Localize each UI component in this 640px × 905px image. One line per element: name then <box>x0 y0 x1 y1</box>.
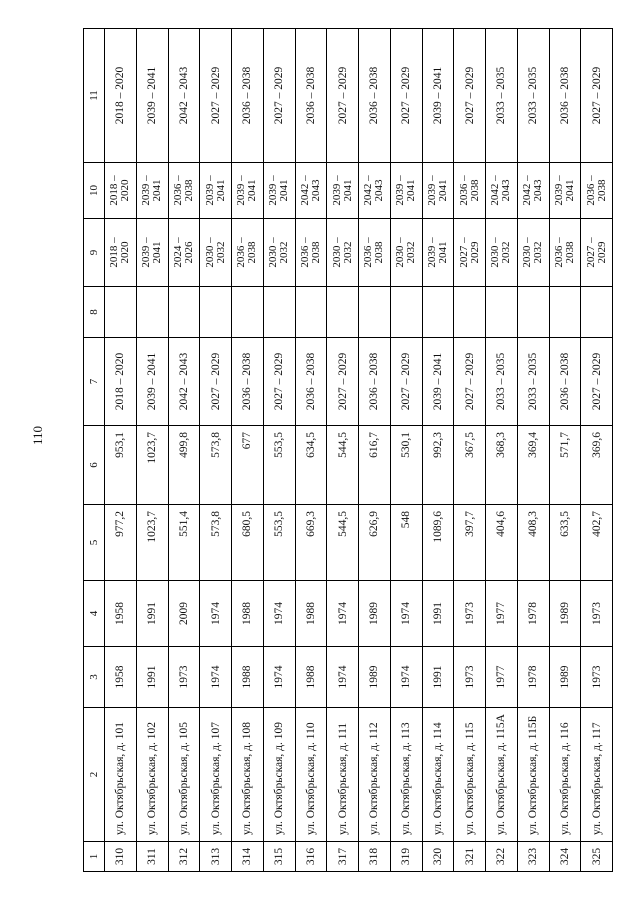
cell-c3: 1989 <box>359 647 391 708</box>
column-header-5: 5 <box>84 505 105 581</box>
cell-c11: 2027 – 2029 <box>263 29 295 163</box>
cell-c7: 2039 – 2041 <box>422 338 454 426</box>
cell-c5: 1023,7 <box>136 505 168 581</box>
cell-c11: 2027 – 2029 <box>390 29 422 163</box>
cell-line: 2042 – <box>298 175 311 206</box>
cell-c6: 369,6 <box>581 426 613 505</box>
cell-c4: 1988 <box>232 581 264 647</box>
cell-c9 <box>359 219 391 287</box>
cell-c4: 1988 <box>295 581 327 647</box>
cell-c9 <box>581 219 613 287</box>
cell-c11: 2027 – 2029 <box>581 29 613 163</box>
cell-line: 2030 – <box>203 237 216 268</box>
cell-c6: 992,3 <box>422 426 454 505</box>
cell-c9 <box>486 219 518 287</box>
cell-c10 <box>263 163 295 219</box>
cell-n: 320 <box>422 842 454 872</box>
cell-n: 312 <box>168 842 200 872</box>
table-row <box>486 29 518 872</box>
cell-line: 2030 – <box>489 237 502 268</box>
cell-c8 <box>549 287 581 338</box>
cell-c5: 1089,6 <box>422 505 454 581</box>
cell-addr: ул. Октябрьская, д. 105 <box>168 708 200 842</box>
cell-c11: 2027 – 2029 <box>200 29 232 163</box>
cell-line: 2036 – <box>457 175 470 206</box>
table-row <box>390 29 422 872</box>
cell-n: 313 <box>200 842 232 872</box>
cell-line: 2038 <box>468 179 481 202</box>
cell-line: 2018 – <box>108 237 121 268</box>
page-number: 110 <box>30 425 45 445</box>
cell-line: 2041 <box>341 179 354 202</box>
cell-c6: 368,3 <box>486 426 518 505</box>
cell-line: 2039 – <box>235 175 248 206</box>
cell-line: 2043 <box>532 179 545 202</box>
cell-c4: 1978 <box>517 581 549 647</box>
cell-addr: ул. Октябрьская, д. 102 <box>136 708 168 842</box>
cell-c7: 2036 – 2038 <box>359 338 391 426</box>
cell-c10 <box>200 163 232 219</box>
table-row <box>454 29 486 872</box>
cell-line: 2041 <box>405 179 418 202</box>
cell-c6: 530,1 <box>390 426 422 505</box>
cell-c8 <box>200 287 232 338</box>
cell-c7: 2027 – 2029 <box>327 338 359 426</box>
cell-c10 <box>105 163 137 219</box>
cell-line: 2038 <box>373 241 386 264</box>
table-row <box>295 29 327 872</box>
cell-line: 2020 <box>119 241 132 264</box>
cell-c6: 369,4 <box>517 426 549 505</box>
cell-c7: 2027 – 2029 <box>263 338 295 426</box>
cell-c9 <box>517 219 549 287</box>
cell-c4: 1991 <box>136 581 168 647</box>
cell-c3: 1991 <box>422 647 454 708</box>
cell-c9 <box>200 219 232 287</box>
cell-addr: ул. Октябрьская, д. 107 <box>200 708 232 842</box>
cell-addr: ул. Октябрьская, д. 108 <box>232 708 264 842</box>
cell-c4: 1958 <box>105 581 137 647</box>
cell-c10 <box>232 163 264 219</box>
cell-line: 2036 – <box>362 237 375 268</box>
cell-c4: 1973 <box>581 581 613 647</box>
cell-line: 2039 – <box>267 175 280 206</box>
cell-c11: 2042 – 2043 <box>168 29 200 163</box>
column-header-4: 4 <box>84 581 105 647</box>
cell-n: 319 <box>390 842 422 872</box>
cell-n: 316 <box>295 842 327 872</box>
cell-c3: 1974 <box>327 647 359 708</box>
cell-c10 <box>136 163 168 219</box>
cell-c10 <box>486 163 518 219</box>
cell-line: 2039 – <box>140 237 153 268</box>
cell-c4: 1974 <box>327 581 359 647</box>
cell-c6: 367,5 <box>454 426 486 505</box>
cell-c6: 677 <box>232 426 264 505</box>
cell-n: 321 <box>454 842 486 872</box>
cell-c5: 680,5 <box>232 505 264 581</box>
cell-n: 323 <box>517 842 549 872</box>
cell-c6: 544,5 <box>327 426 359 505</box>
cell-c5: 402,7 <box>581 505 613 581</box>
cell-c10 <box>359 163 391 219</box>
cell-line: 2039 – <box>203 175 216 206</box>
column-header-7: 7 <box>84 338 105 426</box>
cell-line: 2039 – <box>394 175 407 206</box>
cell-c11: 2027 – 2029 <box>454 29 486 163</box>
cell-c7: 2042 – 2043 <box>168 338 200 426</box>
cell-c11: 2036 – 2038 <box>232 29 264 163</box>
cell-n: 322 <box>486 842 518 872</box>
cell-c11: 2039 – 2041 <box>422 29 454 163</box>
cell-line: 2029 <box>595 241 608 264</box>
cell-line: 2043 <box>309 179 322 202</box>
cell-c7: 2027 – 2029 <box>581 338 613 426</box>
cell-n: 325 <box>581 842 613 872</box>
cell-c9 <box>105 219 137 287</box>
cell-c8 <box>486 287 518 338</box>
table-row <box>232 29 264 872</box>
cell-line: 2026 <box>182 241 195 264</box>
cell-c9 <box>232 219 264 287</box>
column-header-1: 1 <box>84 842 105 872</box>
cell-c9 <box>168 219 200 287</box>
cell-c8 <box>168 287 200 338</box>
cell-c4: 1989 <box>549 581 581 647</box>
cell-c10 <box>517 163 549 219</box>
cell-c6: 616,7 <box>359 426 391 505</box>
cell-c8 <box>327 287 359 338</box>
cell-c5: 573,8 <box>200 505 232 581</box>
cell-c3: 1988 <box>295 647 327 708</box>
column-header-10: 10 <box>84 163 105 219</box>
cell-line: 2030 – <box>267 237 280 268</box>
cell-addr: ул. Октябрьская, д. 112 <box>359 708 391 842</box>
cell-c8 <box>581 287 613 338</box>
column-header-2: 2 <box>84 708 105 842</box>
cell-addr: ул. Октябрьская, д. 115А <box>486 708 518 842</box>
cell-c9 <box>390 219 422 287</box>
table-row <box>517 29 549 872</box>
cell-c8 <box>105 287 137 338</box>
cell-line: 2032 <box>405 241 418 264</box>
cell-line: 2039 – <box>425 175 438 206</box>
cell-c9 <box>454 219 486 287</box>
cell-line: 2041 <box>436 241 449 264</box>
cell-c7: 2036 – 2038 <box>549 338 581 426</box>
cell-addr: ул. Октябрьская, д. 109 <box>263 708 295 842</box>
cell-c3: 1991 <box>136 647 168 708</box>
cell-c8 <box>232 287 264 338</box>
cell-line: 2027 – <box>584 237 597 268</box>
cell-line: 2036 – <box>235 237 248 268</box>
cell-line: 2038 <box>309 241 322 264</box>
cell-c3: 1973 <box>454 647 486 708</box>
cell-c3: 1989 <box>549 647 581 708</box>
cell-c3: 1973 <box>168 647 200 708</box>
cell-line: 2038 <box>563 241 576 264</box>
cell-c11: 2039 – 2041 <box>136 29 168 163</box>
table-row <box>136 29 168 872</box>
cell-c10 <box>422 163 454 219</box>
cell-n: 315 <box>263 842 295 872</box>
cell-line: 2030 – <box>521 237 534 268</box>
cell-line: 2041 <box>436 179 449 202</box>
cell-n: 324 <box>549 842 581 872</box>
table-body <box>105 29 613 872</box>
cell-c5: 977,2 <box>105 505 137 581</box>
cell-c11: 2018 – 2020 <box>105 29 137 163</box>
cell-c4: 1974 <box>390 581 422 647</box>
column-header-11: 11 <box>84 29 105 163</box>
cell-c4: 1989 <box>359 581 391 647</box>
cell-line: 2032 <box>532 241 545 264</box>
cell-line: 2041 <box>151 241 164 264</box>
cell-line: 2043 <box>500 179 513 202</box>
cell-c3: 1974 <box>263 647 295 708</box>
cell-line: 2030 – <box>330 237 343 268</box>
cell-c6: 634,5 <box>295 426 327 505</box>
table-row <box>422 29 454 872</box>
cell-line: 2039 – <box>330 175 343 206</box>
table-row <box>168 29 200 872</box>
cell-line: 2036 – <box>298 237 311 268</box>
cell-c11: 2036 – 2038 <box>359 29 391 163</box>
cell-c11: 2036 – 2038 <box>549 29 581 163</box>
cell-line: 2038 <box>595 179 608 202</box>
cell-line: 2027 – <box>457 237 470 268</box>
cell-c10 <box>549 163 581 219</box>
cell-c6: 953,1 <box>105 426 137 505</box>
table-container <box>83 29 613 872</box>
column-header-8: 8 <box>84 287 105 338</box>
cell-c4: 1991 <box>422 581 454 647</box>
cell-c4: 1974 <box>263 581 295 647</box>
cell-addr: ул. Октябрьская, д. 114 <box>422 708 454 842</box>
table-row <box>200 29 232 872</box>
cell-c5: 544,5 <box>327 505 359 581</box>
column-header-9: 9 <box>84 219 105 287</box>
cell-c7: 2039 – 2041 <box>136 338 168 426</box>
cell-line: 2042 – <box>362 175 375 206</box>
cell-c10 <box>168 163 200 219</box>
cell-c11: 2033 – 2035 <box>486 29 518 163</box>
cell-line: 2030 – <box>394 237 407 268</box>
cell-addr: ул. Октябрьская, д. 115Б <box>517 708 549 842</box>
cell-c8 <box>136 287 168 338</box>
cell-line: 2039 – <box>552 175 565 206</box>
cell-c6: 553,5 <box>263 426 295 505</box>
cell-line: 2039 – <box>140 175 153 206</box>
cell-line: 2032 <box>500 241 513 264</box>
table-row <box>359 29 391 872</box>
table-row <box>549 29 581 872</box>
cell-n: 311 <box>136 842 168 872</box>
cell-c7: 2027 – 2029 <box>200 338 232 426</box>
cell-c7: 2036 – 2038 <box>232 338 264 426</box>
cell-c3: 1988 <box>232 647 264 708</box>
cell-c3: 1974 <box>200 647 232 708</box>
cell-line: 2039 – <box>425 237 438 268</box>
cell-c5: 553,5 <box>263 505 295 581</box>
cell-c6: 571,7 <box>549 426 581 505</box>
cell-line: 2041 <box>278 179 291 202</box>
cell-line: 2038 <box>182 179 195 202</box>
cell-line: 2036 – <box>584 175 597 206</box>
cell-line: 2041 <box>214 179 227 202</box>
cell-line: 2024 – <box>171 237 184 268</box>
cell-c5: 551,4 <box>168 505 200 581</box>
cell-n: 310 <box>105 842 137 872</box>
column-header-3: 3 <box>84 647 105 708</box>
cell-c9 <box>263 219 295 287</box>
cell-n: 317 <box>327 842 359 872</box>
cell-c11: 2033 – 2035 <box>517 29 549 163</box>
table-row <box>105 29 137 872</box>
cell-addr: ул. Октябрьская, д. 113 <box>390 708 422 842</box>
cell-line: 2041 <box>563 179 576 202</box>
cell-c8 <box>390 287 422 338</box>
cell-addr: ул. Октябрьская, д. 111 <box>327 708 359 842</box>
cell-c6: 1023,7 <box>136 426 168 505</box>
table-row <box>581 29 613 872</box>
cell-line: 2032 <box>341 241 354 264</box>
cell-line: 2020 <box>119 179 132 202</box>
cell-c8 <box>422 287 454 338</box>
cell-line: 2043 <box>373 179 386 202</box>
cell-c9 <box>549 219 581 287</box>
cell-c7: 2033 – 2035 <box>486 338 518 426</box>
cell-c6: 499,8 <box>168 426 200 505</box>
cell-addr: ул. Октябрьская, д. 115 <box>454 708 486 842</box>
cell-c9 <box>422 219 454 287</box>
cell-c5: 669,3 <box>295 505 327 581</box>
cell-c5: 404,6 <box>486 505 518 581</box>
cell-c11: 2027 – 2029 <box>327 29 359 163</box>
cell-line: 2041 <box>246 179 259 202</box>
cell-c3: 1978 <box>517 647 549 708</box>
cell-c5: 408,3 <box>517 505 549 581</box>
cell-c10 <box>295 163 327 219</box>
cell-c4: 1977 <box>486 581 518 647</box>
cell-n: 314 <box>232 842 264 872</box>
cell-c5: 626,9 <box>359 505 391 581</box>
cell-c8 <box>517 287 549 338</box>
table-row <box>327 29 359 872</box>
cell-line: 2032 <box>214 241 227 264</box>
cell-c5: 633,5 <box>549 505 581 581</box>
cell-c10 <box>454 163 486 219</box>
cell-line: 2036 – <box>552 237 565 268</box>
cell-c8 <box>454 287 486 338</box>
cell-line: 2029 <box>468 241 481 264</box>
cell-line: 2038 <box>246 241 259 264</box>
cell-addr: ул. Октябрьская, д. 101 <box>105 708 137 842</box>
cell-c7: 2033 – 2035 <box>517 338 549 426</box>
column-header-6: 6 <box>84 426 105 505</box>
cell-c4: 1974 <box>200 581 232 647</box>
cell-c3: 1974 <box>390 647 422 708</box>
cell-c4: 1973 <box>454 581 486 647</box>
cell-c3: 1977 <box>486 647 518 708</box>
data-table <box>83 28 613 872</box>
cell-line: 2041 <box>151 179 164 202</box>
cell-line: 2032 <box>278 241 291 264</box>
cell-c8 <box>263 287 295 338</box>
cell-c8 <box>295 287 327 338</box>
cell-addr: ул. Октябрьская, д. 110 <box>295 708 327 842</box>
cell-line: 2042 – <box>489 175 502 206</box>
cell-c10 <box>390 163 422 219</box>
cell-c7: 2027 – 2029 <box>454 338 486 426</box>
table-row <box>263 29 295 872</box>
cell-c10 <box>327 163 359 219</box>
cell-c7: 2027 – 2029 <box>390 338 422 426</box>
cell-addr: ул. Октябрьская, д. 116 <box>549 708 581 842</box>
cell-c7: 2018 – 2020 <box>105 338 137 426</box>
cell-c9 <box>295 219 327 287</box>
cell-addr: ул. Октябрьская, д. 117 <box>581 708 613 842</box>
cell-c5: 397,7 <box>454 505 486 581</box>
cell-c10 <box>581 163 613 219</box>
cell-c7: 2036 – 2038 <box>295 338 327 426</box>
cell-c4: 2009 <box>168 581 200 647</box>
cell-c3: 1973 <box>581 647 613 708</box>
cell-c6: 573,8 <box>200 426 232 505</box>
cell-c11: 2036 – 2038 <box>295 29 327 163</box>
cell-c5: 548 <box>390 505 422 581</box>
cell-n: 318 <box>359 842 391 872</box>
cell-c8 <box>359 287 391 338</box>
cell-c9 <box>327 219 359 287</box>
cell-line: 2042 – <box>521 175 534 206</box>
cell-c3: 1958 <box>105 647 137 708</box>
cell-line: 2018 – <box>108 175 121 206</box>
cell-line: 2036 – <box>171 175 184 206</box>
header-row <box>84 29 105 872</box>
cell-c9 <box>136 219 168 287</box>
